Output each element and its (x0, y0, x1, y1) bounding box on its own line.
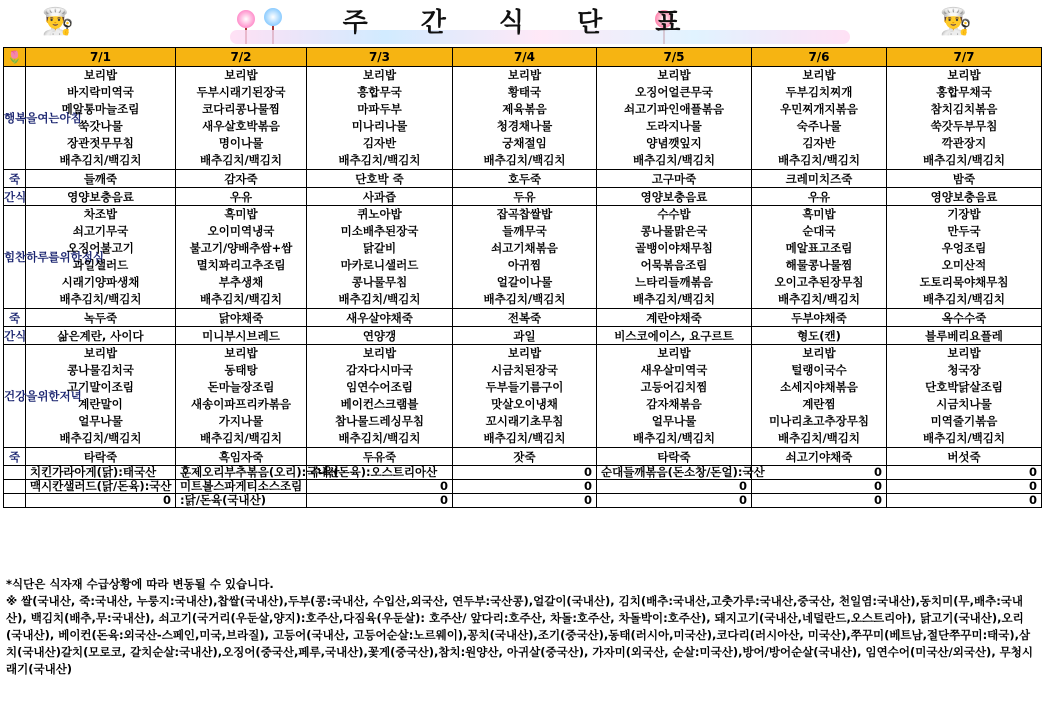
dish: 배추김치/백김치 (483, 292, 566, 306)
date-header: 7/4 (453, 48, 597, 67)
dish: 새송이파프리카볶음 (191, 397, 291, 411)
dish: 보리밥 (657, 68, 691, 82)
dish: 오이미역냉국 (207, 224, 275, 238)
dish: 동태탕 (224, 363, 258, 377)
dish: 메알통마늘조림 (61, 102, 140, 116)
menu-cell: 전복죽 (453, 309, 597, 327)
dish: 배추김치/백김치 (483, 431, 566, 445)
dish: 미나리나물 (351, 119, 408, 133)
dish: 두부김치찌개 (785, 85, 853, 99)
dish: 콩나물무침 (351, 275, 408, 289)
dish: 명이나물 (218, 136, 264, 150)
dish: 얼갈이나물 (496, 275, 553, 289)
dish: 배추김치/백김치 (633, 292, 715, 306)
single-row (4, 448, 1042, 466)
chef-icon: 👨‍🍳 (41, 7, 75, 37)
dish: 보리밥 (83, 68, 118, 82)
dish: 배추김치/백김치 (633, 153, 715, 167)
origin-cell: 0 (453, 480, 597, 494)
dish: 순대국 (802, 224, 836, 238)
dish: 시래기양파생채 (61, 275, 140, 289)
dish: 닭갈비 (362, 241, 397, 255)
dish: 고기말이조림 (67, 380, 134, 394)
menu-cell: 고구마죽 (597, 170, 752, 188)
dish: 수수밥 (657, 207, 691, 221)
origin-cell: 훈제오리부추볶음(오리):국내산 (176, 466, 307, 480)
notes-origin: ※ 쌀(국내산, 죽:국내산, 누룽지:국내산),찹쌀(국내산),두부(콩:국내산, 수입산,외국산, 연두부:국산콩),얼갈이(국내산), 김치(배추:국내산,고춧가루:국내산,중국산, 천일염:국내산),동치미(무,배추:국내산), 백김치(배추,무:국내산), 쇠고기(국거리(우둔살,양지):호주산,다짐육(우둔살): 호주산/ 앞다리:호주산, 차돌:호주산, 차돌박이:호주산), 돼지고기(국내산,네덜란드,오스트리아), 닭고기(국내산),오리(국내산), 베이컨(돈육:외국산-스페인,미국,브라질), 고등어(국내산, 고등어순살:노르웨이),꽁치(국내산),조기(중국산),동태(러시아,미국산),코다리(러시아산, 미국산),쭈꾸미(베트남,절단쭈꾸미:태국),삼치(국내산)갈치(모로코, 갈치순살:국내산),오징어(중국산,페루,국내산),꽃게(중국산),참치:원양산, 아귀살(중국산), 가자미(외국산, 순살:미국산),방어/방어순살(국내산), 임연수어(미국산/외국산), 무청시래기(국내산) (6, 594, 1034, 676)
dish: 고등어김치찜 (640, 380, 708, 394)
dish: 배추김치/백김치 (923, 292, 1005, 306)
dish: 오징어불고기 (67, 241, 134, 255)
dish: 부추생채 (218, 275, 264, 289)
dish: 바지락미역국 (67, 85, 134, 99)
dish: 계란찜 (802, 397, 836, 411)
dish: 배추김치/백김치 (923, 153, 1005, 167)
menu-cell: 녹두죽 (26, 309, 176, 327)
dish: 보리밥 (507, 346, 542, 360)
dish: 베이컨스크램블 (340, 397, 419, 411)
origin-cell: 0 (307, 480, 453, 494)
menu-cell: 과일 (453, 327, 597, 345)
single-row (4, 309, 1042, 327)
menu-cell: 타락죽 (597, 448, 752, 466)
chef-icon: 👨‍🍳 (939, 7, 973, 37)
dish: 보리밥 (224, 68, 258, 82)
dish: 시금치나물 (936, 397, 992, 411)
section-label: 죽 (4, 309, 26, 327)
dish: 두부들기름구이 (485, 380, 564, 394)
date-header: 7/7 (887, 48, 1042, 67)
origin-row (4, 480, 1042, 494)
dish: 멸치꽈리고추조림 (196, 258, 286, 272)
dish: 차조밥 (83, 207, 118, 221)
dish: 쇠고기무국 (72, 224, 129, 238)
menu-cell: 우유 (176, 188, 307, 206)
origin-row (4, 494, 1042, 508)
dish: 숙주나물 (796, 119, 842, 133)
dish: 흑미밥 (802, 207, 836, 221)
dish: 배추김치/백김치 (59, 292, 142, 306)
origin-cell: 0 (597, 480, 752, 494)
dish: 배추김치/백김치 (923, 431, 1005, 445)
menu-cell (752, 345, 887, 448)
notes-line: *식단은 식자재 수급상황에 따라 변동될 수 있습니다. (6, 577, 274, 591)
dish: 배추김치/백김치 (778, 292, 860, 306)
menu-cell: 두유 (453, 188, 597, 206)
origin-cell: 0 (453, 494, 597, 508)
dish: 도토리묵야채무침 (919, 275, 1009, 289)
menu-cell: 단호박 죽 (307, 170, 453, 188)
menu-cell: 영양보충음료 (597, 188, 752, 206)
dish: 메알표고조림 (785, 241, 853, 255)
date-header: 7/2 (176, 48, 307, 67)
tulip-icon: 🌷 (4, 48, 26, 67)
dish: 소세지야채볶음 (780, 380, 858, 394)
menu-cell (307, 345, 453, 448)
dish: 가지나물 (218, 414, 264, 428)
dish: 보리밥 (224, 346, 258, 360)
dish: 단호박닭살조림 (925, 380, 1003, 394)
origin-cell: 0 (26, 494, 176, 508)
menu-cell: 닭야채죽 (176, 309, 307, 327)
dish: 배추김치/백김치 (633, 431, 715, 445)
section-label: 건강을위한저녁 (4, 345, 26, 448)
dish: 보리밥 (802, 68, 836, 82)
dish: 배추김치/백김치 (778, 153, 860, 167)
menu-cell: 사과즙 (307, 188, 453, 206)
dish: 배추김치/백김치 (200, 153, 282, 167)
dish: 새우살미역국 (640, 363, 708, 377)
origin-cell: 0 (752, 494, 887, 508)
dish: 김자반 (802, 136, 836, 150)
weekly-menu-table (3, 47, 1042, 508)
origin-cell: 0 (752, 480, 887, 494)
menu-cell (597, 345, 752, 448)
menu-cell: 쇠고기야채죽 (752, 448, 887, 466)
meal-row (4, 206, 1042, 309)
dish: 배추김치/백김치 (338, 153, 421, 167)
dish: 보리밥 (362, 68, 397, 82)
dish: 청국장 (947, 363, 981, 377)
dish: 황태국 (507, 85, 542, 99)
section-label: 간식 (4, 189, 27, 204)
menu-cell: 두유죽 (307, 448, 453, 466)
menu-cell (453, 345, 597, 448)
menu-cell: 크레미치즈죽 (752, 170, 887, 188)
dish: 배추김치/백김치 (338, 431, 421, 445)
meal-row (4, 67, 1042, 170)
origin-cell: 0 (752, 466, 887, 480)
dish: 어묵볶음조림 (640, 258, 708, 272)
dish: 쑥갓두부무침 (930, 119, 998, 133)
dish: 흥합무국 (357, 85, 402, 99)
dish: 김자반 (362, 136, 397, 150)
dish: 새우살호박볶음 (202, 119, 280, 133)
dish: 꼬시래기초무침 (485, 414, 564, 428)
menu-cell: 삶은계란, 사이다 (26, 327, 176, 345)
dish: 쇠고기파인애플볶음 (624, 102, 724, 116)
section-label: 힘찬하루를위한점심 (4, 206, 26, 309)
dish: 콩나물맑은국 (640, 224, 708, 238)
menu-cell: 형도(캔) (752, 327, 887, 345)
dish: 콩나물김치국 (67, 363, 134, 377)
origin-cell: 0 (887, 494, 1042, 508)
menu-cell: 버섯죽 (887, 448, 1042, 466)
dish: 보리밥 (947, 346, 981, 360)
dish: 임연수어조림 (346, 380, 413, 394)
dish: 오징어얼큰무국 (635, 85, 713, 99)
dish: 장관젓무무침 (67, 136, 134, 150)
menu-cell (752, 67, 887, 170)
dish: 제육볶음 (502, 102, 547, 116)
dish: 얼무나물 (651, 414, 697, 428)
menu-cell: 새우살야채죽 (307, 309, 453, 327)
date-header: 7/1 (26, 48, 176, 67)
dish: 도라지나물 (646, 119, 702, 133)
dish: 보리밥 (657, 346, 691, 360)
origin-cell: 순대들깨볶음(돈소창/돈얼):국산 (597, 466, 752, 480)
notes (6, 576, 1038, 678)
dish: 기장밥 (947, 207, 981, 221)
origin-cell: 0 (307, 494, 453, 508)
section-label: 행복을여는아침 (4, 67, 26, 170)
menu-cell (453, 206, 597, 309)
menu-cell (887, 206, 1042, 309)
dish: 계란말이 (78, 397, 123, 411)
menu-cell: 감자죽 (176, 170, 307, 188)
title-banner (0, 0, 1045, 46)
dish: 불고기/양배추쌈+쌈 (189, 241, 293, 255)
dish: 배추김치/백김치 (338, 292, 421, 306)
menu-cell (752, 206, 887, 309)
dish: 홍합무채국 (936, 85, 992, 99)
dish: 보리밥 (507, 68, 542, 82)
dish: 배추김치/백김치 (59, 431, 142, 445)
dish: 느타리들깨볶음 (635, 275, 713, 289)
menu-cell: 타락죽 (26, 448, 176, 466)
dish: 잡곡찹쌀밥 (496, 207, 553, 221)
dish: 배추김치/백김치 (200, 431, 282, 445)
menu-cell (307, 206, 453, 309)
menu-cell: 미니부시브레드 (176, 327, 307, 345)
dish: 아귀찜 (507, 258, 542, 272)
menu-cell: 영양보충음료 (26, 188, 176, 206)
dish: 마카로니샐러드 (340, 258, 419, 272)
dish: 흑미밥 (224, 207, 258, 221)
dish: 우민찌개지볶음 (780, 102, 858, 116)
dish: 두부시래기된장국 (196, 85, 286, 99)
single-row (4, 170, 1042, 188)
dish: 시금치된장국 (491, 363, 558, 377)
dish: 미나리초고추장무침 (769, 414, 869, 428)
dish: 만두국 (947, 224, 981, 238)
page-title: 주 간 식 단 표 (342, 8, 703, 38)
dish: 오이고추된장무침 (774, 275, 864, 289)
dish: 쑥갓나물 (78, 119, 123, 133)
dish: 감자채볶음 (646, 397, 702, 411)
origin-cell: 미트볼스파게티소스조림 (176, 480, 307, 494)
menu-cell: 호두죽 (453, 170, 597, 188)
menu-cell: 옥수수죽 (887, 309, 1042, 327)
menu-cell: 흑임자죽 (176, 448, 307, 466)
dish: 과일샐러드 (72, 258, 129, 272)
dish: 참치김치볶음 (930, 102, 998, 116)
dish: 배추김치/백김치 (59, 153, 142, 167)
dish: 해물콩나물찜 (785, 258, 853, 272)
origin-cell: :닭/돈육(국내산) (176, 494, 307, 508)
dish: 돈마늘장조림 (207, 380, 275, 394)
dish: 보리밥 (83, 346, 118, 360)
dish: 깍관장지 (941, 136, 987, 150)
menu-cell (887, 345, 1042, 448)
menu-cell: 연양갱 (307, 327, 453, 345)
dish: 맛살오이냉채 (491, 397, 558, 411)
section-label: 간식 (4, 328, 27, 343)
dish: 들깨무국 (502, 224, 547, 238)
menu-cell: 두부야채죽 (752, 309, 887, 327)
section-label: 죽 (4, 170, 26, 188)
dish: 쇠고기채볶음 (491, 241, 558, 255)
date-header: 7/3 (307, 48, 453, 67)
menu-cell: 밤죽 (887, 170, 1042, 188)
origin-cell: 수육(돈육):오스트리아산 (307, 466, 453, 480)
origin-cell: 0 (887, 480, 1042, 494)
origin-cell: 맥시칸샐러드(닭/돈육):국산 (26, 480, 176, 494)
origin-row (4, 466, 1042, 480)
date-header: 7/6 (752, 48, 887, 67)
dish: 청경채나물 (496, 119, 553, 133)
dish: 배추김치/백김치 (483, 153, 566, 167)
single-row (4, 188, 1042, 206)
dish: 얼무나물 (78, 414, 123, 428)
menu-cell (307, 67, 453, 170)
menu-cell: 계란야채죽 (597, 309, 752, 327)
date-header: 7/5 (597, 48, 752, 67)
dish: 배추김치/백김치 (200, 292, 282, 306)
origin-cell: 0 (887, 466, 1042, 480)
origin-cell: 0 (453, 466, 597, 480)
menu-cell (597, 206, 752, 309)
menu-cell (887, 67, 1042, 170)
dish: 털랭이국수 (791, 363, 847, 377)
menu-cell: 블루베리요플레 (887, 327, 1042, 345)
menu-cell: 잣죽 (453, 448, 597, 466)
dish: 코다리콩나물찜 (202, 102, 280, 116)
dish: 마파두부 (357, 102, 402, 116)
menu-cell: 우유 (752, 188, 887, 206)
menu-cell: 비스코에이스, 요구르트 (597, 327, 752, 345)
dish: 보리밥 (947, 68, 981, 82)
single-row (4, 327, 1042, 345)
dish: 미소배추된장국 (340, 224, 419, 238)
dish: 궁채절임 (502, 136, 547, 150)
origin-cell: 치킨가라아게(닭):태국산 (26, 466, 176, 480)
menu-cell: 들깨죽 (26, 170, 176, 188)
dish: 퀴노아밥 (357, 207, 402, 221)
dish: 감자다시마국 (346, 363, 413, 377)
date-header-row (4, 48, 1042, 67)
dish: 보리밥 (802, 346, 836, 360)
menu-cell (597, 67, 752, 170)
dish: 보리밥 (362, 346, 397, 360)
section-label: 죽 (4, 448, 26, 466)
menu-cell (176, 345, 307, 448)
menu-cell (176, 206, 307, 309)
menu-cell (176, 67, 307, 170)
menu-cell: 영양보충음료 (887, 188, 1042, 206)
dish: 배추김치/백김치 (778, 431, 860, 445)
meal-row (4, 345, 1042, 448)
dish: 우엉조림 (941, 241, 987, 255)
menu-cell (453, 67, 597, 170)
dish: 양념깻잎지 (646, 136, 702, 150)
dish: 참나물드레싱무침 (335, 414, 424, 428)
dish: 미역줄기볶음 (930, 414, 998, 428)
dish: 오미산적 (941, 258, 987, 272)
origin-cell: 0 (597, 494, 752, 508)
dish: 골뱅이야채무침 (635, 241, 713, 255)
